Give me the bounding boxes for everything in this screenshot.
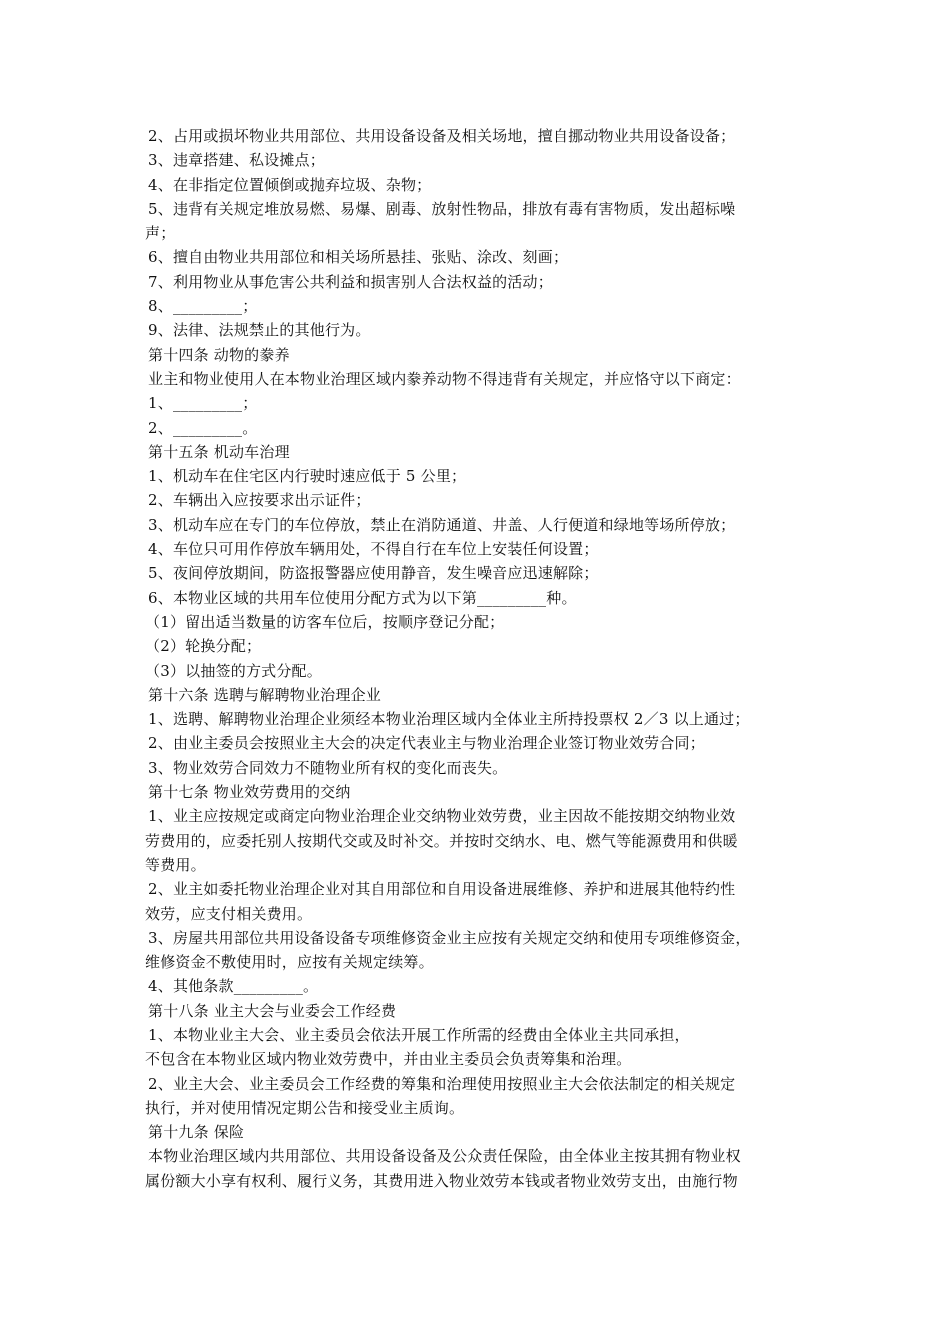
list-item: 9、法律、法规禁止的其他行为。: [148, 321, 371, 340]
list-item-continuation: 等费用。: [145, 855, 206, 874]
list-item: 3、房屋共用部位共用设备设备专项维修资金业主应按有关规定交纳和使用专项维修资金，: [148, 928, 751, 947]
list-item-continuation: 效劳，应支付相关费用。: [145, 904, 313, 923]
list-item-continuation: 劳费用的，应委托别人按期代交或及时补交。并按时交纳水、电、燃气等能源费用和供暖: [145, 831, 738, 850]
list-item: 2、业主如委托物业治理企业对其自用部位和自用设备进展维修、养护和进展其他特约性: [148, 880, 736, 899]
list-item: 3、物业效劳合同效力不随物业所有权的变化而丧失。: [148, 758, 508, 777]
list-item: 5、夜间停放期间，防盗报警器应使用静音，发生噪音应迅速解除；: [148, 564, 599, 583]
list-item: 1、本物业业主大会、业主委员会依法开展工作所需的经费由全体业主共同承担，: [148, 1025, 690, 1044]
list-item-continuation: 声；: [145, 224, 176, 243]
list-item: 3、违章搭建、私设摊点；: [148, 151, 325, 170]
article-heading-16: 第十六条 选聘与解聘物业治理企业: [148, 685, 381, 704]
list-item: 2、由业主委员会按照业主大会的决定代表业主与物业治理企业签订物业效劳合同；: [148, 734, 705, 753]
list-item: 2、占用或损坏物业共用部位、共用设备设备及相关场地，擅自挪动物业共用设备设备；: [148, 127, 736, 145]
paragraph: 本物业治理区域内共用部位、共用设备设备及公众责任保险，由全体业主按其拥有物业权: [148, 1147, 741, 1166]
list-item-continuation: 维修资金不敷使用时，应按有关规定续筹。: [145, 953, 434, 972]
list-item: 1、机动车在住宅区内行驶时速应低于 5 公里；: [148, 467, 467, 486]
list-item: 4、其他条款_________。: [148, 977, 319, 996]
list-item: 2、_________。: [148, 418, 258, 437]
list-item: 4、车位只可用作停放车辆用处，不得自行在车位上安装任何设置；: [148, 540, 599, 559]
list-item: 2、业主大会、业主委员会工作经费的筹集和治理使用按照业主大会依法制定的相关规定: [148, 1074, 736, 1093]
sub-list-item: （2）轮换分配；: [145, 637, 262, 656]
list-item: 4、在非指定位置倾倒或抛弃垃圾、杂物；: [148, 175, 432, 194]
article-heading-18: 第十八条 业主大会与业委会工作经费: [148, 1001, 397, 1020]
list-item: 3、机动车应在专门的车位停放，禁止在消防通道、井盖、人行便道和绿地等场所停放；: [148, 515, 736, 534]
document-body: [145, 124, 817, 1193]
list-item: 8、_________；: [148, 297, 258, 316]
sub-list-item: （3）以抽签的方式分配。: [145, 661, 322, 680]
sub-list-item: （1）留出适当数量的访客车位后，按顺序登记分配；: [145, 612, 505, 631]
list-item: 1、业主应按规定或商定向物业治理企业交纳物业效劳费，业主因故不能按期交纳物业效: [148, 807, 736, 826]
list-item: 5、违背有关规定堆放易燃、易爆、剧毒、放射性物品，排放有毒有害物质，发出超标噪: [148, 199, 736, 218]
article-heading-19: 第十九条 保险: [148, 1123, 245, 1142]
article-heading-17: 第十七条 物业效劳费用的交纳: [148, 783, 351, 802]
list-item-continuation: 执行，并对使用情况定期公告和接受业主质询。: [145, 1098, 465, 1117]
list-item-continuation: 不包含在本物业区域内物业效劳费中，并由业主委员会负责筹集和治理。: [145, 1050, 632, 1069]
list-item: 2、车辆出入应按要求出示证件；: [148, 491, 371, 510]
list-item: 6、本物业区域的共用车位使用分配方式为以下第_________种。: [148, 588, 577, 607]
list-item: 7、利用物业从事危害公共利益和损害别人合法权益的活动；: [148, 272, 553, 291]
list-item: 1、_________；: [148, 394, 258, 413]
list-item: 1、选聘、解聘物业治理企业须经本物业治理区域内全体业主所持投票权 2／3 以上通过；: [148, 710, 750, 729]
article-heading-15: 第十五条 机动车治理: [148, 442, 290, 461]
article-heading-14: 第十四条 动物的豢养: [148, 345, 290, 364]
list-item: 6、擅自由物业共用部位和相关场所悬挂、张贴、涂改、刻画；: [148, 248, 569, 267]
paragraph: 业主和物业使用人在本物业治理区域内豢养动物不得违背有关规定，并应恪守以下商定：: [148, 369, 741, 388]
paragraph-continuation: 属份额大小享有权利、履行义务，其费用进入物业效劳本钱或者物业效劳支出，由施行物: [145, 1171, 738, 1190]
